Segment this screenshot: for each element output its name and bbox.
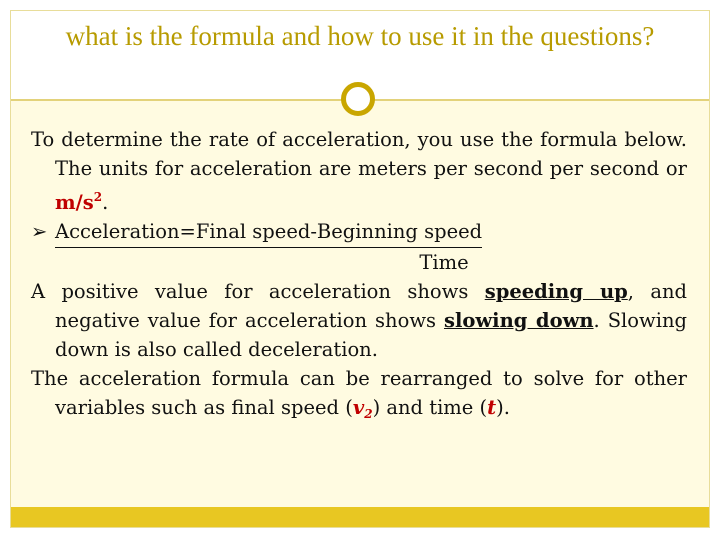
var-final-speed-sub: 2 [364, 407, 373, 421]
formula-bullet [31, 217, 687, 248]
paragraph-rearrange-part3: ). [496, 396, 510, 419]
unit-exponent: 2 [93, 190, 103, 204]
formula-numerator: Acceleration=Final speed-Beginning speed [55, 217, 482, 248]
circle-ornament-icon [341, 82, 375, 116]
slide-title: what is the formula and how to use it in the questions? [65, 21, 655, 51]
paragraph-meaning-part3: . Slowing down is also called deceleration. [55, 309, 688, 361]
term-speeding-up: speeding up [484, 280, 628, 303]
paragraph-units [31, 125, 687, 217]
slide-body [31, 125, 687, 429]
arrow-bullet-icon: ➢ [31, 220, 48, 243]
footer-bar [11, 507, 709, 527]
formula-denominator: Time [419, 251, 469, 274]
unit-text: m/s [55, 191, 94, 214]
paragraph-meaning [31, 277, 687, 364]
paragraph-rearrange-part1: The acceleration formula can be rearranged to solve for other variables such as final speed ( [31, 367, 687, 419]
paragraph-rearrange [31, 364, 687, 429]
formula-denominator-row [31, 248, 687, 277]
paragraph-units-text: To determine the rate of acceleration, you use the formula below. The units for acceleration are meters per second per second or [31, 128, 687, 180]
paragraph-meaning-part1: A positive value for acceleration shows [31, 280, 485, 303]
paragraph-meaning-part2: , and negative value for acceleration shows [55, 280, 687, 332]
var-final-speed: v [352, 396, 365, 419]
slide [10, 10, 710, 528]
var-time: t [487, 396, 497, 419]
term-slowing-down: slowing down [443, 309, 594, 332]
paragraph-rearrange-part2: ) and time ( [372, 396, 488, 419]
paragraph-units-end: . [102, 191, 109, 214]
